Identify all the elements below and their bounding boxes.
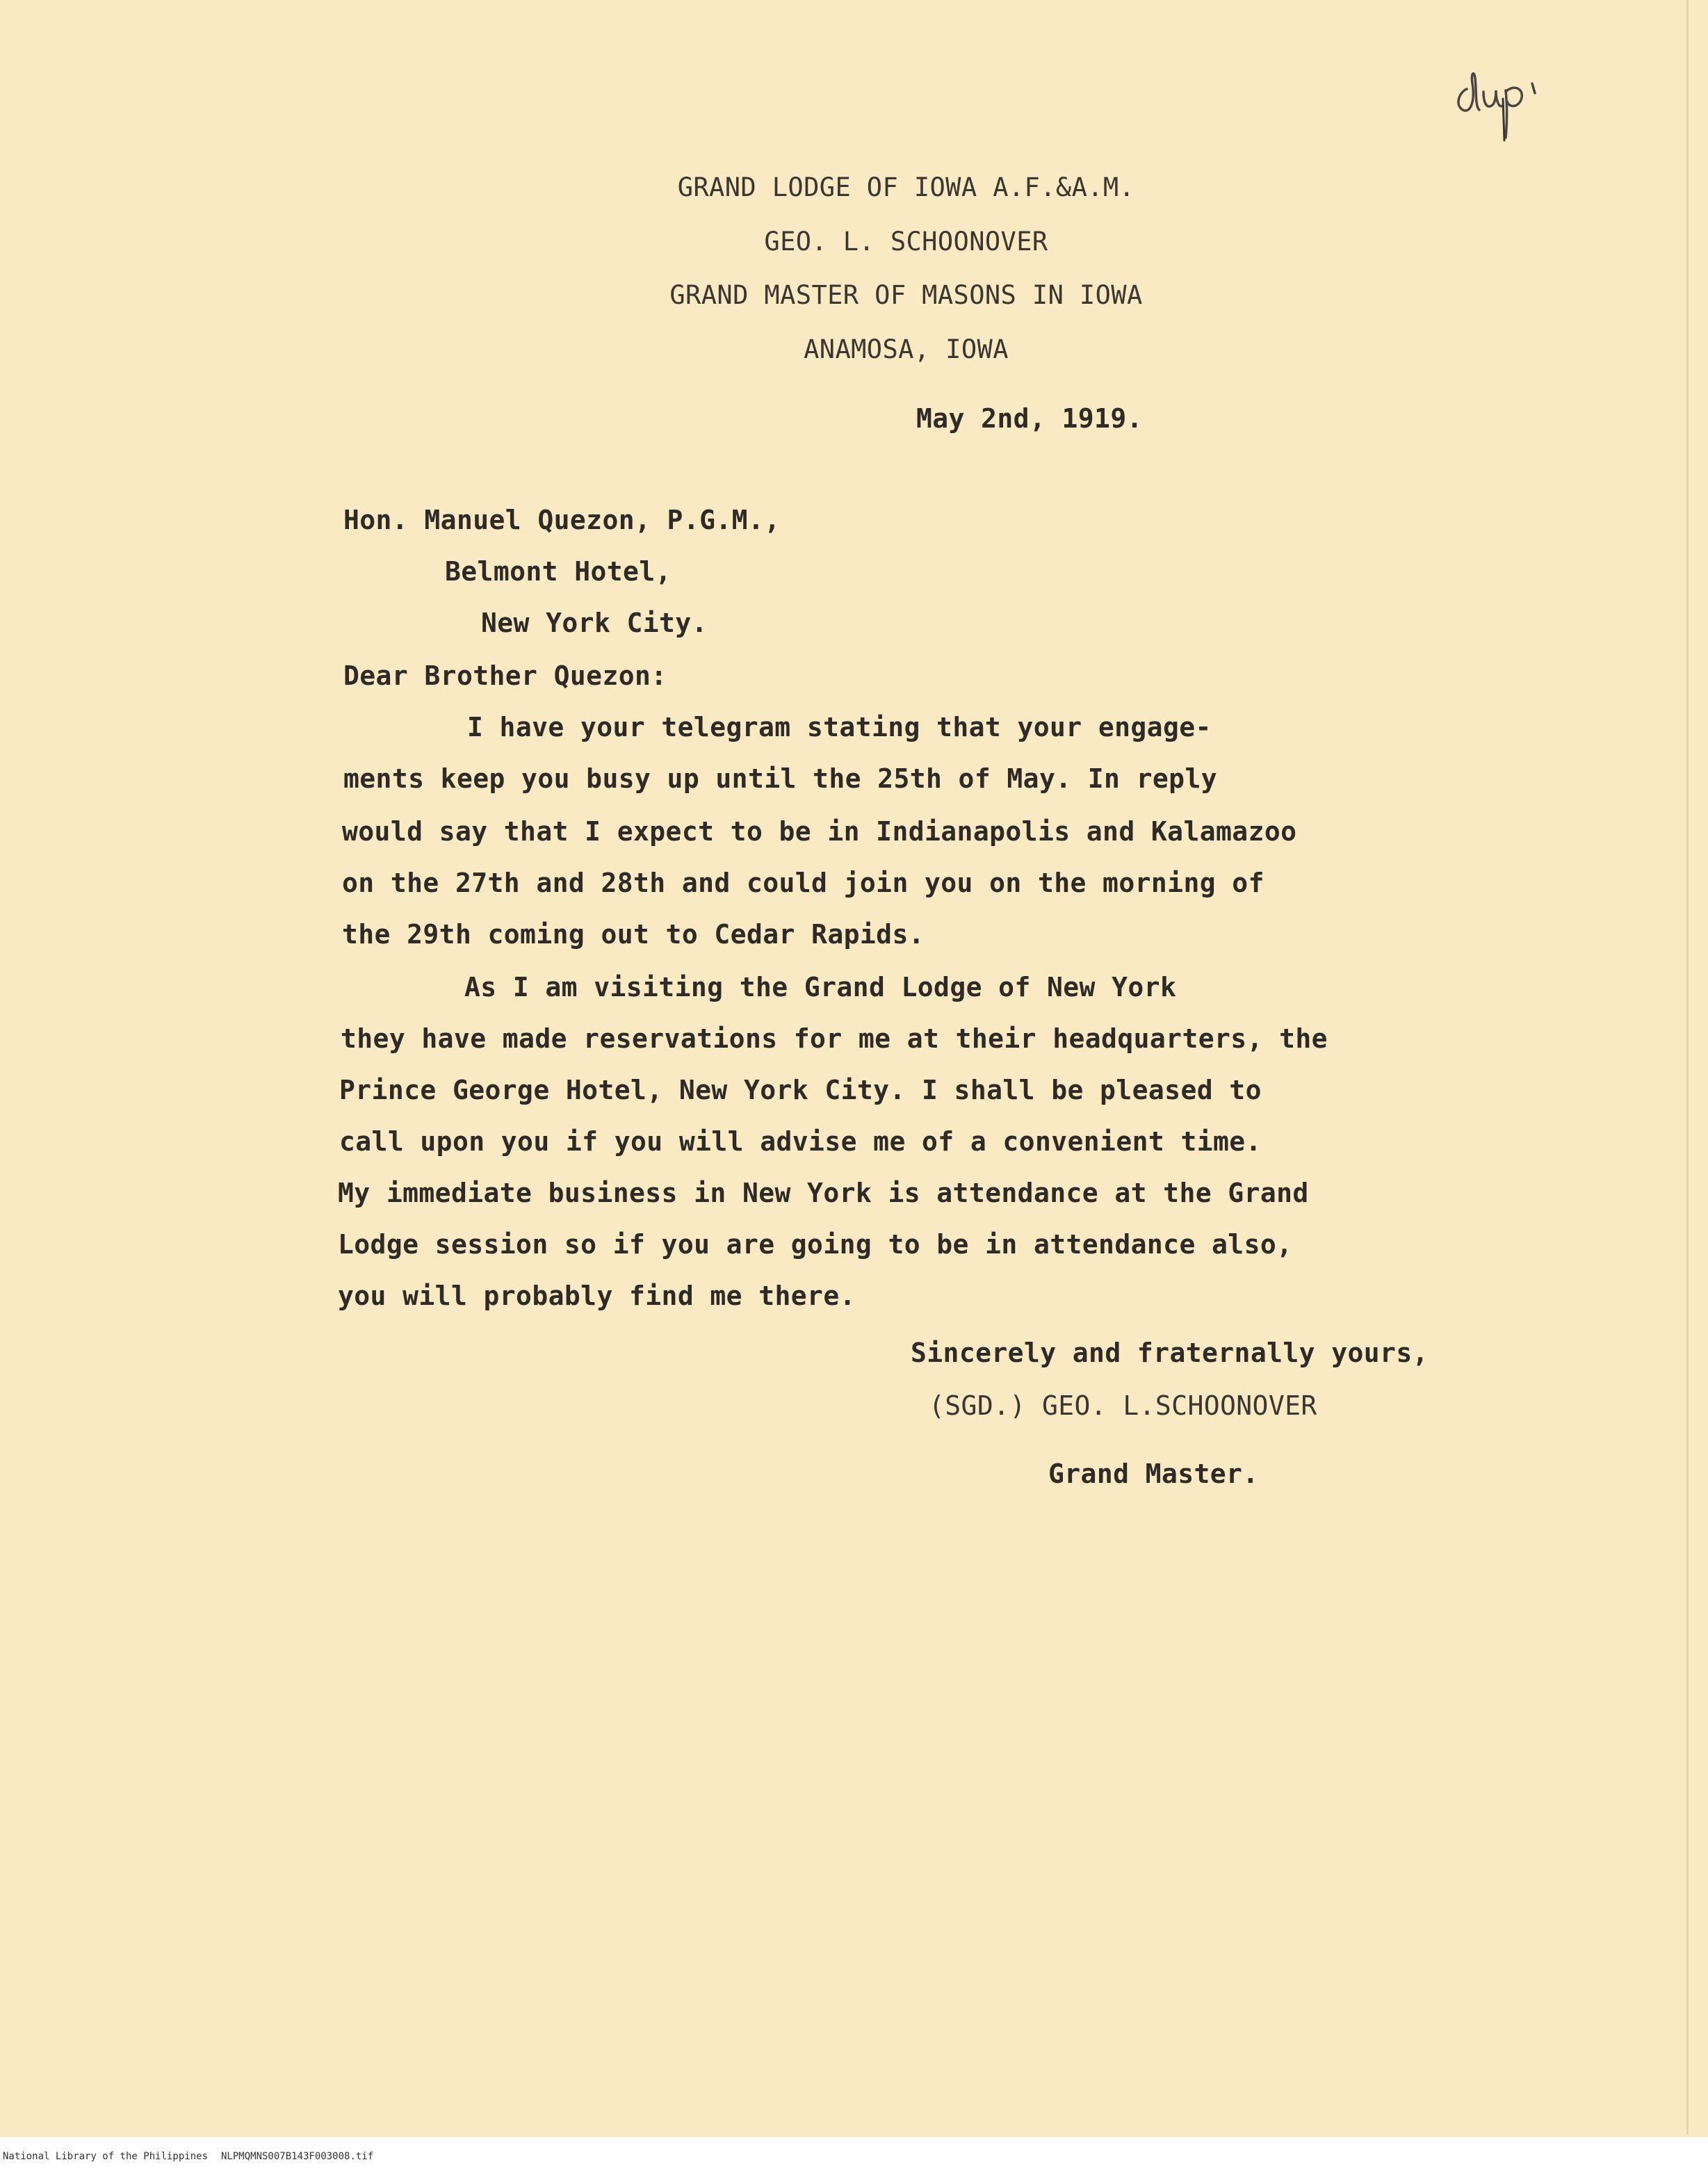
- paragraph-2-line-6: Lodge session so if you are going to be in attendance also,: [338, 1229, 1293, 1260]
- paragraph-2-line-4: call upon you if you will advise me of a convenient time.: [339, 1126, 1262, 1157]
- paragraph-1-line-2: ments keep you busy up until the 25th of May. In reply: [343, 763, 1218, 794]
- salutation: Dear Brother Quezon:: [343, 660, 667, 691]
- footer-filename: NLPMQMNS007B143F003008.tif: [221, 2151, 374, 2162]
- letter-date: May 2nd, 1919.: [916, 403, 1143, 434]
- letterhead-line-1: GRAND LODGE OF IOWA A.F.&A.M.: [677, 172, 1135, 202]
- address-line-1: Hon. Manuel Quezon, P.G.M.,: [343, 505, 781, 535]
- paragraph-2-line-5: My immediate business in New York is attendance at the Grand: [338, 1178, 1309, 1208]
- closing-title: Grand Master.: [1048, 1459, 1259, 1489]
- paragraph-2-line-2: they have made reservations for me at their headquarters, the: [341, 1023, 1328, 1054]
- paragraph-2-line-1: As I am visiting the Grand Lodge of New York: [464, 972, 1177, 1002]
- closing-signature: (SGD.) GEO. L.SCHOONOVER: [929, 1390, 1317, 1421]
- paragraph-1-line-3: would say that I expect to be in Indianapolis and Kalamazoo: [342, 816, 1297, 847]
- paragraph-1-line-1: I have your telegram stating that your engage-: [467, 712, 1212, 742]
- handwritten-dup-annotation: [1447, 49, 1559, 153]
- closing-valediction: Sincerely and fraternally yours,: [911, 1338, 1429, 1368]
- letterhead-line-4: ANAMOSA, IOWA: [804, 334, 1009, 364]
- address-line-3: New York City.: [481, 608, 708, 638]
- scan-footer: [0, 2137, 1708, 2169]
- paragraph-1-line-4: on the 27th and 28th and could join you on the morning of: [342, 868, 1264, 898]
- footer-institution: National Library of the Philippines: [3, 2151, 209, 2162]
- address-line-2: Belmont Hotel,: [445, 556, 672, 587]
- paragraph-2-line-7: you will probably find me there.: [338, 1281, 856, 1311]
- paragraph-2-line-3: Prince George Hotel, New York City. I shall be pleased to: [339, 1075, 1262, 1105]
- letterhead-line-2: GEO. L. SCHOONOVER: [764, 227, 1048, 257]
- paragraph-1-line-5: the 29th coming out to Cedar Rapids.: [342, 919, 925, 950]
- letterhead-line-3: GRAND MASTER OF MASONS IN IOWA: [669, 280, 1143, 310]
